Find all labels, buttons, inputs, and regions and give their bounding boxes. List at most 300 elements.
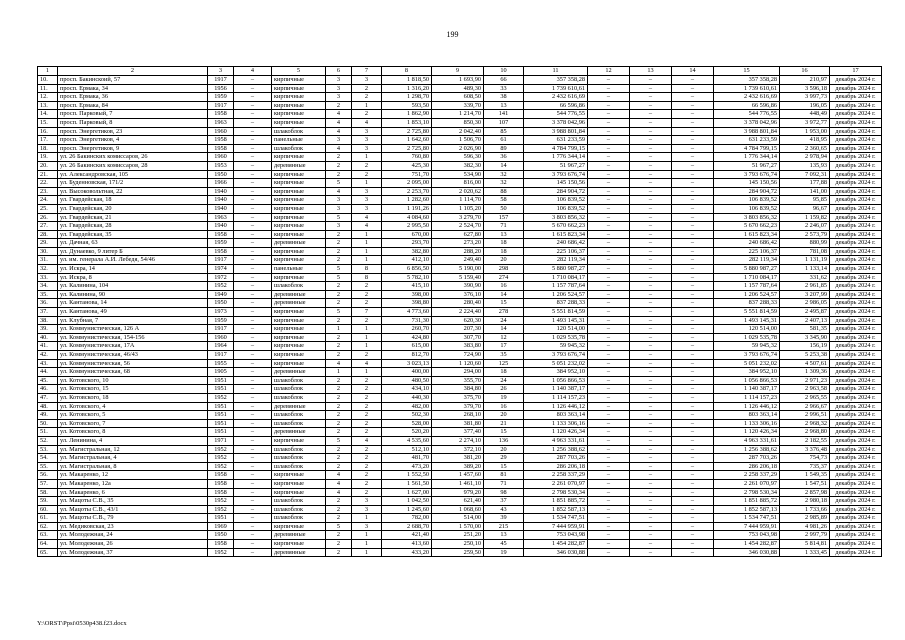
table-cell: –	[234, 93, 272, 102]
table-cell: –	[672, 299, 714, 308]
table-cell: ул. Молодежная, 37	[58, 548, 208, 557]
table-cell: 225 106,37	[714, 247, 780, 256]
table-cell: кирпичные	[272, 351, 326, 360]
table-cell: 2 432 616,69	[714, 93, 780, 102]
table-cell: 19.	[38, 153, 58, 162]
table-cell: 1	[352, 247, 382, 256]
table-cell: –	[588, 256, 630, 265]
table-cell: 4	[352, 222, 382, 231]
table-cell: –	[234, 479, 272, 488]
table-cell: –	[234, 76, 272, 85]
table-cell: 36	[484, 153, 524, 162]
table-cell: 1958	[208, 471, 234, 480]
table-cell: 2	[352, 282, 382, 291]
table-cell: кирпичные	[272, 342, 326, 351]
table-cell: декабрь 2024 г.	[830, 144, 882, 153]
table-cell: 1955	[208, 359, 234, 368]
table-cell: –	[234, 462, 272, 471]
table-cell: 1949	[208, 290, 234, 299]
table-cell: –	[672, 282, 714, 291]
table-cell: шлакоблок	[272, 144, 326, 153]
table-cell: –	[234, 187, 272, 196]
table-cell: 2 688,70	[382, 522, 432, 531]
table-row	[38, 462, 882, 471]
table-cell: шлакоблок	[272, 497, 326, 506]
table-cell: –	[234, 419, 272, 428]
table-cell: кирпичные	[272, 101, 326, 110]
table-cell: –	[234, 368, 272, 377]
table-cell: 1973	[208, 308, 234, 317]
table-row	[38, 428, 882, 437]
table-cell: –	[672, 230, 714, 239]
table-cell: 1	[352, 230, 382, 239]
table-cell: 528,00	[382, 419, 432, 428]
table-cell: 16	[484, 282, 524, 291]
table-cell: 85	[484, 127, 524, 136]
table-cell: –	[630, 273, 672, 282]
table-row	[38, 256, 882, 265]
table-cell: кирпичные	[272, 110, 326, 119]
table-row	[38, 93, 882, 102]
table-cell: 20	[484, 445, 524, 454]
table-cell: 2 224,40	[432, 308, 484, 317]
table-cell: –	[672, 136, 714, 145]
table-cell: 23.	[38, 187, 58, 196]
table-cell: 596,30	[432, 153, 484, 162]
table-cell: 1 029 535,78	[714, 333, 780, 342]
table-cell: 1 693,90	[432, 76, 484, 85]
table-cell: 4	[326, 488, 352, 497]
table-cell: 14	[484, 290, 524, 299]
table-cell: 3	[352, 144, 382, 153]
table-cell: ул. Котовского, 10	[58, 376, 208, 385]
table-cell: –	[630, 282, 672, 291]
table-cell: декабрь 2024 г.	[830, 101, 882, 110]
table-cell: 615,00	[382, 342, 432, 351]
table-cell: декабрь 2024 г.	[830, 316, 882, 325]
table-cell: 751,70	[382, 170, 432, 179]
table-cell: кирпичные	[272, 222, 326, 231]
table-row	[38, 522, 882, 531]
table-cell: 2 963,58	[780, 385, 830, 394]
table-cell: 724,90	[432, 351, 484, 360]
table-cell: кирпичные	[272, 213, 326, 222]
table-cell: 2	[326, 497, 352, 506]
table-cell: 1917	[208, 351, 234, 360]
table-cell: –	[234, 144, 272, 153]
table-cell: ул. Котовского, 18	[58, 393, 208, 402]
table-cell: 481,70	[382, 454, 432, 463]
table-cell: 8	[352, 265, 382, 274]
table-cell: 6 856,50	[382, 265, 432, 274]
table-cell: 3 793 676,74	[714, 170, 780, 179]
table-cell: –	[630, 247, 672, 256]
table-cell: декабрь 2024 г.	[830, 505, 882, 514]
table-cell: –	[672, 393, 714, 402]
table-cell: просп. Парковый, 8	[58, 118, 208, 127]
table-cell: 1952	[208, 454, 234, 463]
table-cell: 4	[326, 110, 352, 119]
table-cell: 1	[352, 239, 382, 248]
table-cell: –	[234, 282, 272, 291]
table-cell: декабрь 2024 г.	[830, 196, 882, 205]
table-cell: 106 839,52	[714, 204, 780, 213]
table-cell: –	[234, 299, 272, 308]
table-row	[38, 127, 882, 136]
table-cell: 2	[326, 445, 352, 454]
table-cell: 1 739 610,61	[714, 84, 780, 93]
table-cell: 803 363,14	[714, 411, 780, 420]
table-cell: –	[672, 290, 714, 299]
table-cell: –	[234, 153, 272, 162]
table-cell: 2	[352, 488, 382, 497]
table-cell: кирпичные	[272, 76, 326, 85]
table-cell: –	[672, 222, 714, 231]
table-cell: 5 814,81	[780, 540, 830, 549]
table-cell: 2	[326, 514, 352, 523]
table-cell: кирпичные	[272, 230, 326, 239]
table-cell: –	[630, 76, 672, 85]
table-row	[38, 497, 882, 506]
table-cell: 1 105,20	[432, 204, 484, 213]
table-cell: –	[234, 333, 272, 342]
table-cell: 1 282,60	[382, 196, 432, 205]
table-cell: –	[630, 368, 672, 377]
table-cell: 59.	[38, 497, 58, 506]
table-row	[38, 359, 882, 368]
table-cell: шлакоблок	[272, 445, 326, 454]
table-cell: 106 839,52	[714, 196, 780, 205]
table-cell: декабрь 2024 г.	[830, 213, 882, 222]
table-cell: 731,30	[382, 316, 432, 325]
table-cell: 54.	[38, 454, 58, 463]
table-cell: –	[630, 265, 672, 274]
table-cell: 2 978,94	[780, 153, 830, 162]
table-row	[38, 144, 882, 153]
table-cell: –	[234, 436, 272, 445]
table-cell: 1 739 610,61	[524, 84, 588, 93]
table-cell: 18	[484, 368, 524, 377]
table-cell: 1952	[208, 505, 234, 514]
table-cell: –	[234, 84, 272, 93]
table-cell: 1	[326, 368, 352, 377]
table-cell: 13.	[38, 101, 58, 110]
table-cell: 382,30	[432, 161, 484, 170]
table-cell: декабрь 2024 г.	[830, 402, 882, 411]
table-cell: 51.	[38, 428, 58, 437]
table-cell: 1952	[208, 445, 234, 454]
table-cell: 2 261 070,97	[714, 479, 780, 488]
table-cell: –	[588, 531, 630, 540]
table-cell: ул. Котовского, 7	[58, 419, 208, 428]
table-cell: 381,20	[432, 454, 484, 463]
table-cell: 1958	[208, 479, 234, 488]
table-cell: 251,20	[432, 531, 484, 540]
table-cell: 1951	[208, 514, 234, 523]
table-cell: –	[588, 118, 630, 127]
table-cell: декабрь 2024 г.	[830, 239, 882, 248]
table-cell: 1 333,45	[780, 548, 830, 557]
table-cell: 2 274,10	[432, 436, 484, 445]
table-cell: –	[672, 471, 714, 480]
table-cell: 1 547,51	[780, 479, 830, 488]
table-cell: 145 150,56	[714, 179, 780, 188]
table-cell: 1952	[208, 497, 234, 506]
table-cell: –	[588, 548, 630, 557]
table-cell: –	[630, 127, 672, 136]
table-cell: 50.	[38, 419, 58, 428]
table-cell: 5 880 987,27	[524, 265, 588, 274]
table-cell: 2 961,85	[780, 282, 830, 291]
table-cell: 58	[484, 196, 524, 205]
table-cell: 51 967,27	[714, 161, 780, 170]
table-cell: ул. Котовского, 15	[58, 385, 208, 394]
column-header: 17	[830, 67, 882, 76]
table-cell: просп. Ермака, 34	[58, 84, 208, 93]
table-cell: 1 534 747,51	[524, 514, 588, 523]
table-cell: –	[588, 161, 630, 170]
table-cell: 1 206 524,57	[714, 290, 780, 299]
table-cell: ул. Калинина, 90	[58, 290, 208, 299]
table-cell: декабрь 2024 г.	[830, 161, 882, 170]
table-cell: 2	[352, 479, 382, 488]
table-cell: декабрь 2024 г.	[830, 308, 882, 317]
table-cell: ул. Гвардейская, 21	[58, 213, 208, 222]
table-cell: ул. Александровская, 105	[58, 170, 208, 179]
table-cell: 49.	[38, 411, 58, 420]
table-cell: декабрь 2024 г.	[830, 76, 882, 85]
table-cell: 98	[484, 488, 524, 497]
table-cell: 29.	[38, 239, 58, 248]
table-cell: 3	[352, 127, 382, 136]
table-cell: 440,30	[382, 393, 432, 402]
table-cell: 5	[326, 179, 352, 188]
table-cell: –	[588, 247, 630, 256]
table-cell: ул. Мацоты С.В., 43/1	[58, 505, 208, 514]
table-cell: 375,70	[432, 393, 484, 402]
table-cell: ул. Макаренко, 12	[58, 471, 208, 480]
table-cell: 357 358,28	[714, 76, 780, 85]
table-cell: 2 432 616,69	[524, 93, 588, 102]
table-cell: 2	[326, 153, 352, 162]
table-cell: –	[234, 531, 272, 540]
table-cell: 3	[352, 187, 382, 196]
table-cell: 207,30	[432, 325, 484, 334]
table-cell: 3	[326, 204, 352, 213]
table-cell: 45.	[38, 376, 58, 385]
column-header: 10	[484, 67, 524, 76]
table-cell: –	[234, 110, 272, 119]
table-cell: шлакоблок	[272, 505, 326, 514]
table-cell: 1 570,00	[432, 522, 484, 531]
table-cell: –	[588, 359, 630, 368]
table-cell: кирпичные	[272, 333, 326, 342]
table-cell: 2	[352, 445, 382, 454]
table-cell: 60.	[38, 505, 58, 514]
table-cell: 1952	[208, 282, 234, 291]
table-cell: –	[630, 333, 672, 342]
table-cell: 210,97	[780, 76, 830, 85]
page-number: 199	[446, 30, 459, 39]
table-cell: 2 573,79	[780, 230, 830, 239]
table-cell: –	[672, 333, 714, 342]
table-row	[38, 110, 882, 119]
table-cell: декабрь 2024 г.	[830, 187, 882, 196]
table-cell: 1950	[208, 531, 234, 540]
table-cell: просп. Парковый, 7	[58, 110, 208, 119]
table-cell: 106 839,52	[524, 196, 588, 205]
table-cell: –	[588, 213, 630, 222]
table-cell: –	[672, 84, 714, 93]
table-cell: –	[234, 118, 272, 127]
table-cell: –	[672, 522, 714, 531]
table-cell: ул. Дунаевко, 9 литер Б	[58, 247, 208, 256]
table-cell: –	[588, 316, 630, 325]
table-cell: 1 852 587,13	[714, 505, 780, 514]
table-cell: 18	[484, 247, 524, 256]
table-cell: 837 288,33	[714, 299, 780, 308]
table-cell: 3	[326, 76, 352, 85]
table-cell: 3 378 042,96	[714, 118, 780, 127]
table-cell: 43	[484, 505, 524, 514]
table-cell: 33.	[38, 273, 58, 282]
table-cell: декабрь 2024 г.	[830, 393, 882, 402]
table-cell: –	[630, 93, 672, 102]
table-cell: 25.	[38, 204, 58, 213]
table-cell: 39.	[38, 325, 58, 334]
table-cell: 2	[352, 454, 382, 463]
table-cell: –	[234, 454, 272, 463]
table-cell: –	[234, 505, 272, 514]
table-cell: декабрь 2024 г.	[830, 376, 882, 385]
table-cell: ул. Макаренко, 6	[58, 488, 208, 497]
table-cell: –	[234, 204, 272, 213]
table-body	[38, 76, 882, 557]
table-cell: 282 119,34	[524, 256, 588, 265]
table-cell: 268,10	[432, 411, 484, 420]
table-cell: –	[672, 359, 714, 368]
table-cell: 1	[352, 179, 382, 188]
table-cell: декабрь 2024 г.	[830, 342, 882, 351]
table-cell: 376,10	[432, 290, 484, 299]
table-cell: 71	[484, 222, 524, 231]
table-cell: –	[630, 419, 672, 428]
table-cell: 7 092,31	[780, 170, 830, 179]
table-cell: 3 803 856,32	[524, 213, 588, 222]
table-cell: 4	[352, 213, 382, 222]
table-cell: 1 140 387,17	[714, 385, 780, 394]
table-cell: 298	[484, 265, 524, 274]
table-cell: –	[672, 514, 714, 523]
table-cell: 608,50	[432, 93, 484, 102]
table-cell: декабрь 2024 г.	[830, 333, 882, 342]
table-cell: 1 454 282,87	[714, 540, 780, 549]
table-cell: –	[588, 76, 630, 85]
table-cell: –	[588, 402, 630, 411]
table-cell: 56.	[38, 471, 58, 480]
table-cell: 4 981,26	[780, 522, 830, 531]
table-cell: –	[234, 497, 272, 506]
table-cell: ул. Калинина, 104	[58, 282, 208, 291]
table-cell: 106 839,52	[524, 204, 588, 213]
table-cell: –	[234, 179, 272, 188]
table-cell: –	[588, 428, 630, 437]
table-cell: 850,30	[432, 118, 484, 127]
table-cell: 43.	[38, 359, 58, 368]
table-cell: 4 784 799,15	[524, 144, 588, 153]
table-cell: 14.	[38, 110, 58, 119]
table-row	[38, 230, 882, 239]
table-cell: 1959	[208, 239, 234, 248]
table-cell: 1 534 747,51	[714, 514, 780, 523]
table-cell: 2	[352, 316, 382, 325]
table-cell: 259,50	[432, 548, 484, 557]
table-cell: 1952	[208, 393, 234, 402]
table-cell: 287 703,26	[714, 454, 780, 463]
table-cell: 400,00	[382, 368, 432, 377]
table-cell: –	[234, 101, 272, 110]
table-cell: –	[672, 342, 714, 351]
table-row	[38, 84, 882, 93]
table-cell: 12	[484, 333, 524, 342]
table-cell: кирпичные	[272, 247, 326, 256]
table-row	[38, 179, 882, 188]
table-cell: 2	[352, 419, 382, 428]
table-row	[38, 136, 882, 145]
table-cell: –	[588, 144, 630, 153]
table-cell: 53.	[38, 445, 58, 454]
table-cell: –	[234, 247, 272, 256]
table-cell: декабрь 2024 г.	[830, 256, 882, 265]
table-row	[38, 411, 882, 420]
table-cell: 196,05	[780, 101, 830, 110]
table-cell: –	[630, 325, 672, 334]
table-cell: 89	[484, 144, 524, 153]
table-cell: ул. Коммунистическая, 68	[58, 368, 208, 377]
table-cell: –	[234, 445, 272, 454]
table-cell: 2	[326, 316, 352, 325]
table-cell: 18.	[38, 144, 58, 153]
table-cell: 107	[484, 118, 524, 127]
table-cell: 15	[484, 299, 524, 308]
table-cell: –	[672, 196, 714, 205]
table-cell: –	[672, 479, 714, 488]
table-cell: 2 182,55	[780, 436, 830, 445]
table-cell: –	[672, 505, 714, 514]
table-cell: 125	[484, 359, 524, 368]
table-cell: 2 407,13	[780, 316, 830, 325]
table-cell: 1 159,82	[780, 213, 830, 222]
table-cell: 5 782,10	[382, 273, 432, 282]
table-cell: –	[630, 428, 672, 437]
table-cell: –	[672, 402, 714, 411]
table-cell: 4 773,60	[382, 308, 432, 317]
table-cell: 120 514,00	[524, 325, 588, 334]
table-cell: деревянные	[272, 299, 326, 308]
table-row	[38, 351, 882, 360]
table-cell: –	[672, 118, 714, 127]
table-cell: ул. Магистральная, 12	[58, 445, 208, 454]
table-cell: 284 904,72	[524, 187, 588, 196]
table-cell: 4	[352, 436, 382, 445]
table-cell: деревянные	[272, 402, 326, 411]
table-cell: просп. Бакинскоий, 57	[58, 76, 208, 85]
table-cell: кирпичные	[272, 359, 326, 368]
table-cell: 17.	[38, 136, 58, 145]
table-cell: –	[672, 436, 714, 445]
table-cell: –	[672, 540, 714, 549]
table-cell: 3	[352, 136, 382, 145]
